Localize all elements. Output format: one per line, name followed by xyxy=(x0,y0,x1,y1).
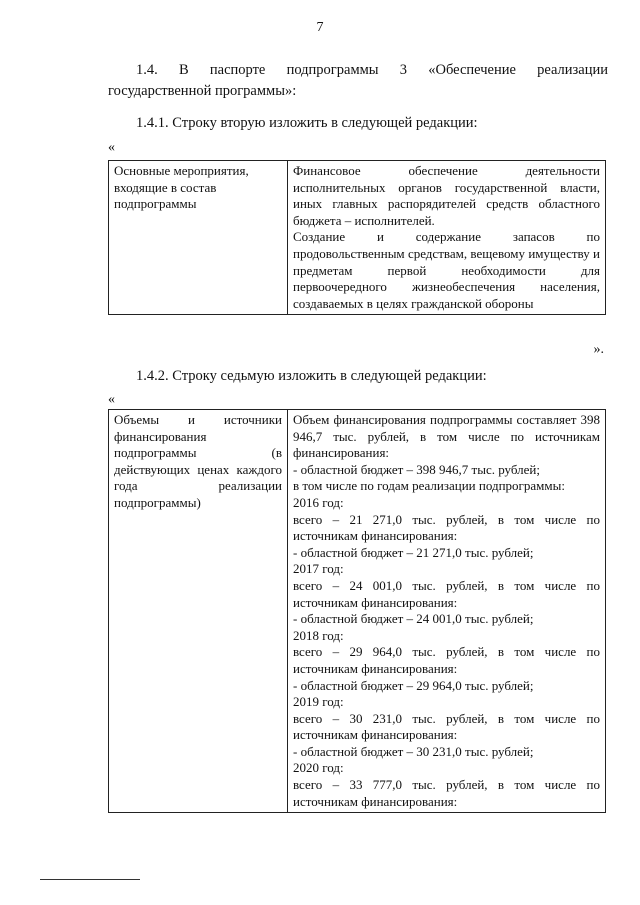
paragraph-1-4: 1.4. В паспорте подпрограммы 3 «Обеспечение реализации государственной программы»: xyxy=(108,62,608,99)
cell-line: в том числе по годам реализации подпрограммы: xyxy=(293,478,565,494)
cell-line: 2017 год: xyxy=(293,561,344,577)
cell-line: всего – 24 001,0 тыс. рублей, в том числе по источникам финансирования: xyxy=(293,577,600,610)
cell-line: всего – 29 964,0 тыс. рублей, в том числе по источникам финансирования: xyxy=(293,644,600,676)
paragraph-1-4-2: 1.4.2. Строку седьмую изложить в следующей редакции: xyxy=(136,368,487,384)
footnote-divider xyxy=(40,879,140,880)
paragraph-1-4-1: 1.4.1. Строку вторую изложить в следующей редакции: xyxy=(136,115,478,131)
table-row xyxy=(109,410,606,813)
closing-quote: ». xyxy=(593,342,604,357)
table-row-financing xyxy=(108,409,606,813)
cell-line: 2019 год: xyxy=(293,694,344,710)
page-number: 7 xyxy=(316,20,324,35)
cell-line: - областной бюджет – 24 001,0 тыс. рублей; xyxy=(293,611,534,627)
cell-line: 2018 год: xyxy=(293,627,344,643)
cell-line: 2020 год: xyxy=(293,760,344,776)
table-cell-value xyxy=(288,161,606,315)
table-cell-value xyxy=(288,410,606,813)
cell-line: - областной бюджет – 29 964,0 тыс. рублей; xyxy=(293,677,534,693)
cell-line: Объем финансирования подпрограммы составляет 398 946,7 тыс. рублей, в том числе по источникам финансирования: xyxy=(293,412,600,461)
cell-line: - областной бюджет – 21 271,0 тыс. рублей; xyxy=(293,544,534,560)
cell-line: всего – 21 271,0 тыс. рублей, в том числе по источникам финансирования: xyxy=(293,511,600,544)
opening-quote: « xyxy=(108,140,115,155)
table-cell-label: Объемы и источники финансирования подпрограммы (в действующих ценах каждого года реализации подпрограммы) xyxy=(109,410,288,813)
cell-paragraph: Создание и содержание запасов по продовольственным средствам, вещевому имуществу и предметам первой необходимости для первоочередного жизнеобеспечения населения, создаваемых в целях гражданской обороны xyxy=(293,229,600,311)
cell-line: всего – 30 231,0 тыс. рублей, в том числе по источникам финансирования: xyxy=(293,710,600,743)
table-row-main-activities xyxy=(108,160,606,315)
table-cell-label: Основные мероприятия, входящие в состав подпрограммы xyxy=(109,161,288,315)
cell-line: - областной бюджет – 30 231,0 тыс. рублей; xyxy=(293,743,534,759)
cell-line: - областной бюджет – 398 946,7 тыс. рублей; xyxy=(293,461,540,477)
table-row xyxy=(109,161,606,315)
opening-quote: « xyxy=(108,392,115,407)
cell-line: 2016 год: xyxy=(293,494,344,510)
cell-line: всего – 33 777,0 тыс. рублей, в том числе по источникам финансирования: xyxy=(293,777,600,809)
cell-paragraph: Финансовое обеспечение деятельности исполнительных органов государственной власти, иных главных распорядителей средств областного бюджета – исполнителей. xyxy=(293,163,600,228)
